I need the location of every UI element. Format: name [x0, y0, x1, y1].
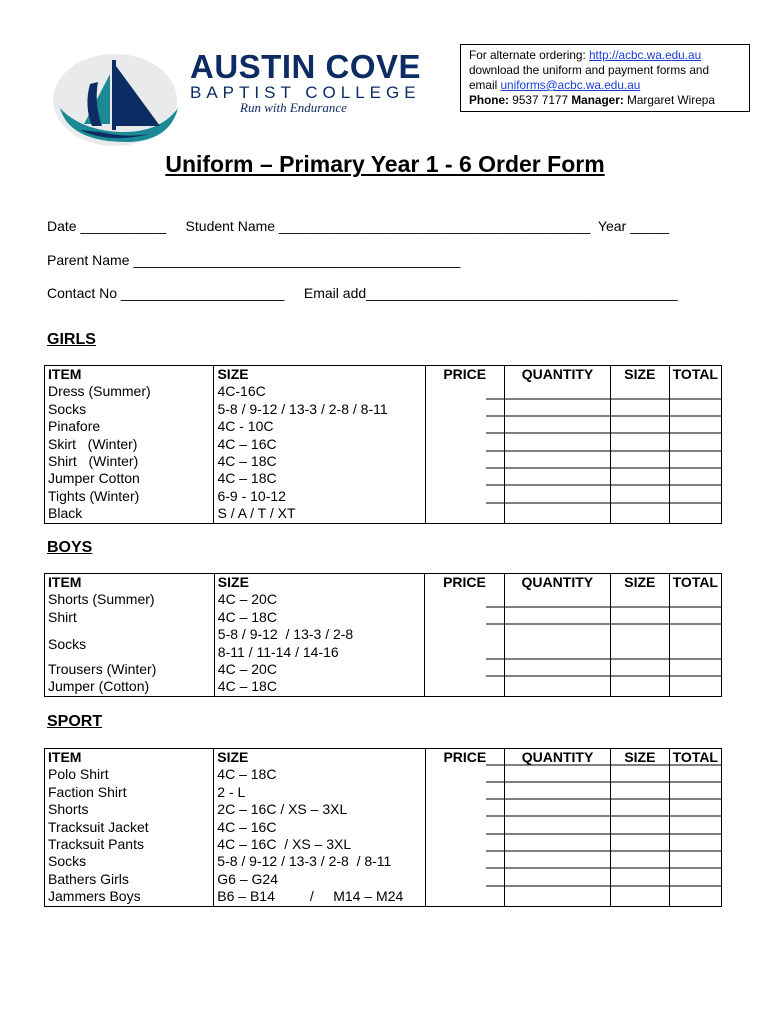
price-header: PRICE — [425, 749, 504, 907]
list-item: Shirt (Winter) — [48, 453, 139, 470]
website-link[interactable]: http://acbc.wa.edu.au — [589, 48, 702, 62]
ordering-info-box — [460, 44, 750, 112]
size-value: 5-8 / 9-12 / 13-3 / 2-8 / 8-11 — [217, 400, 388, 417]
page-title-wrapper — [0, 150, 770, 178]
list-item: Pinafore — [48, 418, 101, 435]
size-value: G6 – G24 — [217, 870, 278, 887]
list-item: Jammers Boys — [48, 888, 141, 905]
item-header: ITEM — [48, 574, 82, 590]
girls-section-title: GIRLS — [47, 331, 96, 348]
list-item: Bathers Girls — [48, 870, 129, 887]
total-header: TOTAL — [669, 366, 721, 524]
size-value: 4C – 18C — [217, 608, 277, 625]
list-item: Shorts (Summer) — [48, 591, 155, 608]
size-value: B6 – B14 / M14 – M24 — [217, 888, 404, 905]
price-header: PRICE — [425, 574, 504, 697]
parent-name-line[interactable]: Parent Name __________________________________________ — [47, 252, 461, 268]
girls-item-column — [45, 366, 214, 524]
sport-table — [44, 748, 722, 907]
size-value: 4C – 18C — [217, 453, 277, 470]
boys-table — [44, 573, 722, 697]
size-value: 4C – 18C — [217, 678, 277, 695]
list-item: Dress (Summer) — [48, 383, 151, 400]
email-link[interactable]: uniforms@acbc.wa.edu.au — [500, 78, 641, 92]
list-item — [48, 653, 211, 661]
size-value: 4C – 16C — [217, 435, 277, 452]
total-header: TOTAL — [669, 574, 721, 697]
size-value: 4C - 10C — [217, 418, 274, 435]
boys-item-column — [45, 574, 215, 697]
size-value: 4C – 20C — [217, 591, 277, 608]
list-item: Polo Shirt — [48, 766, 109, 783]
girls-size-column — [214, 366, 425, 524]
manager-value: Margaret Wirepa — [623, 93, 715, 107]
quantity-header: QUANTITY — [504, 574, 610, 697]
size-header-2: SIZE — [611, 574, 670, 697]
size-value: 5-8 / 9-12 / 13-3 / 2-8 — [217, 626, 354, 643]
page-title: Uniform – Primary Year 1 - 6 Order Form — [165, 151, 605, 177]
price-header: PRICE — [425, 366, 504, 524]
date-student-year-line[interactable]: Date ___________ Student Name ________________________________________ Year _____ — [47, 218, 670, 234]
list-item: Shorts — [48, 801, 89, 818]
item-header: ITEM — [48, 366, 82, 382]
size-header: SIZE — [217, 366, 249, 382]
size-value: 4C – 16C / XS – 3XL — [217, 836, 352, 853]
total-header: TOTAL — [669, 749, 721, 907]
size-value: 5-8 / 9-12 / 13-3 / 2-8 / 8-11 — [217, 853, 392, 870]
college-name: AUSTIN COVE — [190, 48, 422, 85]
college-subtitle: BAPTIST COLLEGE — [190, 83, 421, 102]
size-value: 8-11 / 11-14 / 14-16 — [217, 643, 339, 660]
list-item: Tights (Winter) — [48, 487, 140, 504]
list-item: Socks — [48, 400, 87, 417]
list-item: Socks — [48, 635, 87, 652]
size-header-2: SIZE — [611, 366, 670, 524]
size-value: 4C – 20C — [217, 661, 277, 678]
boys-size-column — [214, 574, 425, 697]
item-header: ITEM — [48, 749, 82, 765]
size-value: 4C – 18C — [217, 766, 277, 783]
list-item: Faction Shirt — [48, 783, 127, 800]
list-item: Jumper (Cotton) — [48, 678, 150, 695]
size-value: 2 - L — [217, 783, 246, 800]
quantity-header: QUANTITY — [504, 749, 610, 907]
list-item: Black — [48, 505, 83, 522]
list-item: Tracksuit Jacket — [48, 818, 149, 835]
size-value: 6-9 - 10-12 — [217, 487, 286, 504]
sport-size-column — [214, 749, 425, 907]
size-value: 4C-16C — [217, 383, 266, 400]
size-value: S / A / T / XT — [217, 505, 296, 522]
email-prefix: email — [469, 78, 501, 92]
download-text: download the uniform and payment forms and — [469, 63, 710, 77]
size-value: 2C – 16C / XS – 3XL — [217, 801, 348, 818]
girls-table — [44, 365, 722, 524]
sport-section-title: SPORT — [47, 713, 103, 730]
boys-section-title: BOYS — [47, 539, 93, 556]
list-item: Shirt — [48, 608, 77, 625]
list-item: Jumper Cotton — [48, 470, 140, 487]
college-motto: Run with Endurance — [240, 100, 347, 115]
size-header-2: SIZE — [611, 749, 669, 907]
list-item: Socks — [48, 853, 87, 870]
list-item: Skirt (Winter) — [48, 435, 138, 452]
list-item: Tracksuit Pants — [48, 836, 144, 853]
contact-email-line[interactable]: Contact No _____________________ Email add________________________________________ — [47, 285, 678, 301]
size-value: 4C – 16C — [217, 818, 277, 835]
sport-item-column — [45, 749, 214, 907]
quantity-header: QUANTITY — [504, 366, 610, 524]
size-header: SIZE — [217, 749, 249, 765]
alt-ordering-text: For alternate ordering: — [469, 48, 589, 62]
phone-value: 9537 7177 — [508, 93, 572, 107]
phone-label: Phone: — [469, 93, 509, 107]
manager-label: Manager: — [571, 93, 624, 107]
list-item: Trousers (Winter) — [48, 661, 157, 678]
size-header: SIZE — [217, 574, 249, 590]
size-value: 4C – 18C — [217, 470, 277, 487]
